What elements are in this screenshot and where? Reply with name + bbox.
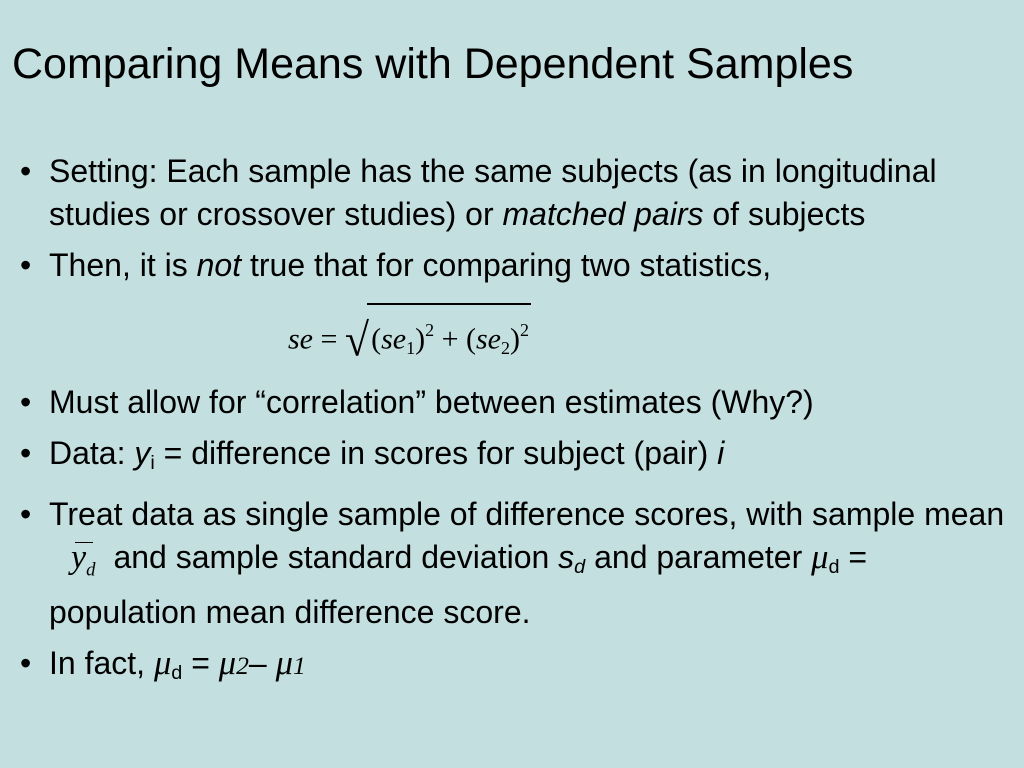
bullet-setting (18, 150, 1018, 236)
ybar-y: y (71, 538, 87, 576)
paren-close-2: ) (510, 322, 520, 356)
paren-open-1: ( (371, 322, 382, 356)
bullet-treat (18, 493, 1018, 634)
mu-d-sub: d (171, 662, 183, 685)
mu-d-subscript: d (828, 555, 840, 578)
bullet-data-text-mid: = difference in scores for subject (pair) (154, 435, 718, 471)
bullet-then-text: Then, it is (49, 247, 197, 283)
formula-se: se (288, 322, 313, 356)
bullet-marker: • (20, 645, 32, 682)
bullet-data (18, 432, 1018, 485)
mu-2: μ (218, 644, 237, 683)
i-italic: i (717, 435, 725, 471)
formula-equals: = (313, 322, 345, 356)
formula-sup2: 2 (520, 320, 529, 340)
bullet-treat-text-2: and sample standard deviation (113, 538, 559, 575)
bullet-marker: • (20, 153, 32, 189)
bullet-setting-text: Setting: Each sample has the same subjects (as in longitudinal studies or crossover studies) or (49, 153, 937, 232)
bullet-correlation (18, 381, 1018, 424)
formula-sub2: 2 (501, 337, 510, 358)
s-italic: s (558, 538, 575, 575)
matched-pairs-italic: matched pairs (502, 196, 704, 232)
s-subscript: d (574, 555, 586, 578)
formula-sub1: 1 (406, 337, 416, 358)
formula-se1: se (381, 322, 407, 356)
mu-1-sub: 1 (292, 651, 306, 681)
not-italic: not (196, 247, 242, 283)
bullet-treat-text-3: and parameter (585, 538, 812, 575)
mu-d-symbol: μ (811, 537, 829, 576)
bullet-marker: • (20, 384, 32, 420)
formula-radicand (367, 303, 531, 370)
ybar-symbol (71, 536, 95, 591)
bullet-in-fact-text: In fact, (49, 645, 154, 682)
bullet-correlation-text: Must allow for “correlation” between estimates (Why?) (49, 384, 814, 420)
square-root-icon: √ (344, 314, 370, 366)
mu-1: μ (275, 644, 293, 683)
bullet-data-text: Data: (49, 435, 135, 471)
in-fact-minus: – (248, 645, 276, 682)
bullet-marker: • (20, 495, 32, 532)
bullet-treat-text-4: = population mean difference score. (49, 538, 868, 631)
y-italic: y (134, 435, 151, 471)
formula-plus: + (434, 322, 466, 356)
ybar-subscript: d (86, 559, 96, 581)
paren-close-1: ) (415, 322, 426, 356)
bullet-list (18, 150, 1018, 703)
slide-title: Comparing Means with Dependent Samples (12, 40, 854, 88)
bullet-in-fact (18, 642, 1018, 695)
formula-se2: se (476, 322, 501, 356)
paren-open-2: ( (466, 322, 476, 356)
bullet-then (18, 244, 1018, 287)
mu-d: μ (153, 644, 172, 683)
in-fact-equals: = (182, 645, 219, 682)
bullet-setting-text-end: of subjects (703, 196, 866, 232)
se-formula (18, 295, 1018, 366)
bullet-marker: • (20, 247, 32, 283)
mu-2-sub: 2 (236, 651, 249, 681)
bullet-then-text-end: true that for comparing two statistics, (241, 247, 772, 283)
bullet-treat-text: Treat data as single sample of difference scores, with sample mean (49, 495, 1005, 532)
y-subscript: i (150, 451, 155, 474)
bullet-marker: • (20, 435, 32, 471)
formula-sup1: 2 (425, 320, 435, 340)
